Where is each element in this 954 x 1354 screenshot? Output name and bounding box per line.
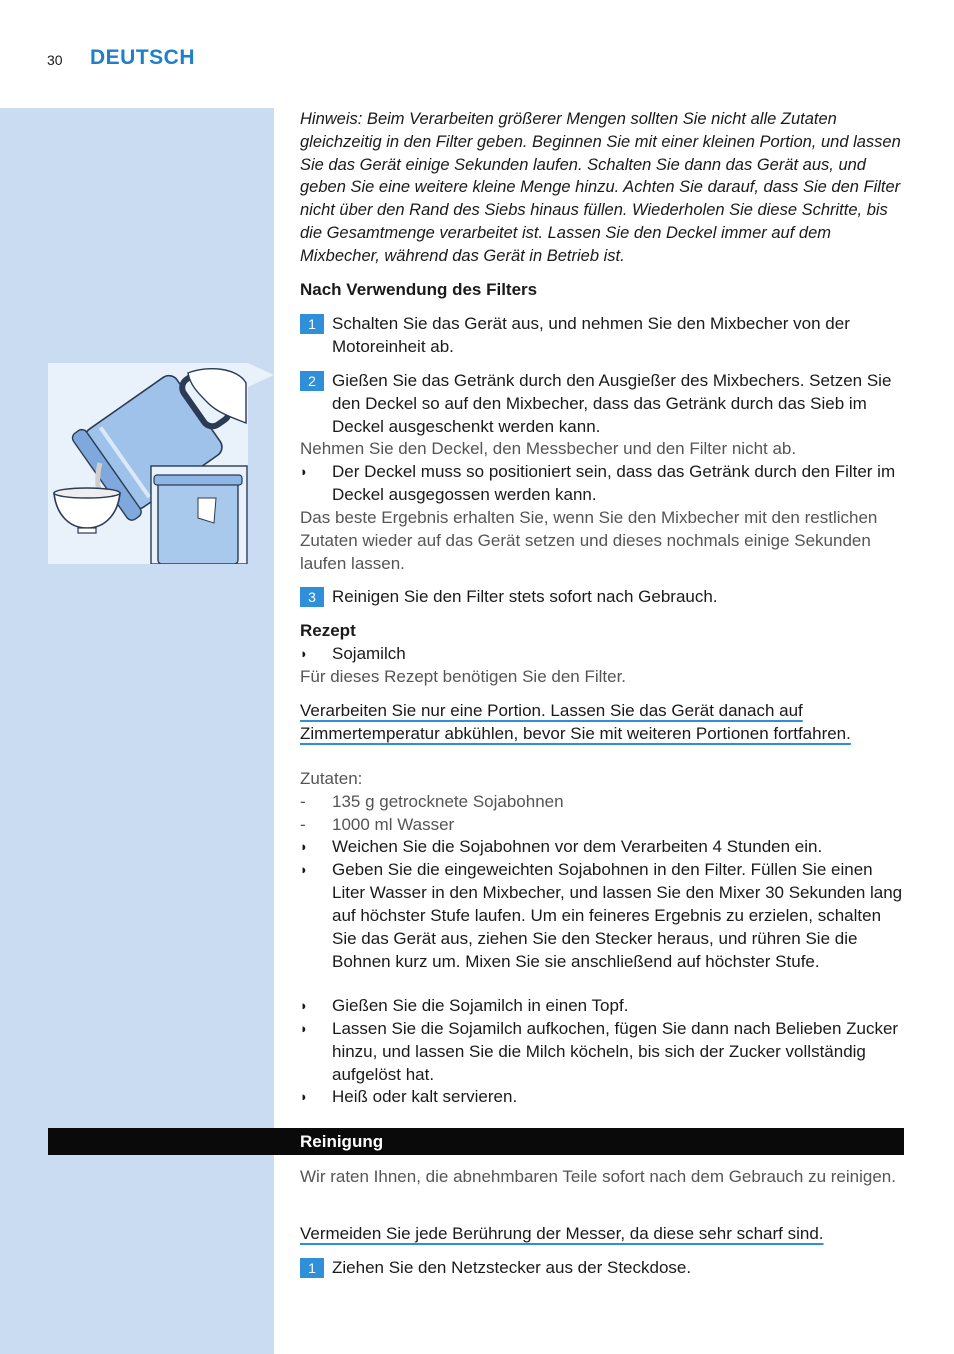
ingredient-text: 1000 ml Wasser — [332, 815, 455, 834]
recipe-heading: Rezept — [300, 621, 356, 640]
ingredients-label: Zutaten: — [300, 769, 363, 788]
cleaning-warning — [300, 1222, 910, 1245]
recipe-warning — [300, 699, 910, 745]
language-heading: DEUTSCH — [90, 46, 196, 69]
bullet-icon: ◗ — [300, 464, 308, 479]
cleaning-step-1 — [300, 1256, 910, 1279]
cleaning-intro: Wir raten Ihnen, die abnehmbaren Teile sofort nach dem Gebrauch zu reinigen. — [300, 1167, 896, 1186]
recipe-step-bullet — [300, 835, 910, 858]
recipe-step-bullet — [300, 858, 910, 973]
step-number-badge: 2 — [300, 371, 324, 391]
warning-text: Vermeiden Sie jede Berührung der Messer, da diese sehr scharf sind. — [300, 1224, 824, 1243]
step-text: Reinigen Sie den Filter stets sofort nach Gebrauch. — [332, 587, 718, 606]
step-number-badge: 3 — [300, 587, 324, 607]
step-number-badge: 1 — [300, 1258, 324, 1278]
recipe-step-bullet — [300, 1085, 910, 1108]
step-text: Gießen Sie das Getränk durch den Ausgießer des Mixbechers. Setzen Sie den Deckel so auf den Mixbecher, dass das Getränk durch das Sieb im Deckel ausgeschenkt werden kann. — [332, 371, 892, 436]
recipe-step-bullet — [300, 994, 910, 1017]
lid-note: Nehmen Sie den Deckel, den Messbecher und den Filter nicht ab. — [300, 439, 797, 458]
dash-icon: - — [300, 815, 306, 834]
ingredient-text: 135 g getrocknete Sojabohnen — [332, 792, 564, 811]
blender-pour-icon — [48, 363, 248, 564]
ingredient-item — [300, 790, 910, 813]
after-filter-step-3 — [300, 585, 910, 608]
best-result-note: Das beste Ergebnis erhalten Sie, wenn Sie den Mixbecher mit den restlichen Zutaten wieder auf das Gerät setzen und dieses nochmals einige Sekunden laufen lassen. — [300, 508, 878, 573]
bullet-text: Geben Sie die eingeweichten Sojabohnen in den Filter. Füllen Sie einen Liter Wasser in den Mixbecher, und lassen Sie den Mixer 30 Sekunden lang auf höchster Stufe laufen. Um ein feineres Ergebnis zu erzielen, schalten Sie das Gerät aus, ziehen Sie den Stecker heraus, und rühren Sie die Bohnen kurz um. Mixen Sie sie anschließend auf höchster Stufe. — [332, 860, 903, 971]
recipe-step-bullet — [300, 1017, 910, 1086]
bullet-icon: ◗ — [300, 646, 308, 661]
after-filter-heading: Nach Verwendung des Filters — [300, 280, 538, 299]
bullet-icon: ◗ — [300, 1089, 308, 1104]
bullet-icon: ◗ — [300, 862, 308, 877]
bullet-text: Gießen Sie die Sojamilch in einen Topf. — [332, 996, 629, 1015]
after-filter-step-2 — [300, 369, 910, 438]
recipe-title-bullet — [300, 642, 910, 665]
ingredient-item — [300, 813, 910, 836]
section-title: Reinigung — [300, 1132, 384, 1151]
bullet-text: Lassen Sie die Sojamilch aufkochen, fügen Sie dann nach Belieben Zucker hinzu, und lassen Sie die Milch köcheln, bis sich der Zucker vollständig aufgelöst hat. — [332, 1019, 899, 1084]
lid-position-bullet — [300, 460, 910, 506]
bullet-icon: ◗ — [300, 998, 308, 1013]
page-number: 30 — [47, 52, 63, 68]
bullet-icon: ◗ — [300, 1021, 308, 1036]
pouring-illustration — [48, 363, 248, 564]
dash-icon: - — [300, 792, 306, 811]
bullet-text: Weichen Sie die Sojabohnen vor dem Verarbeiten 4 Stunden ein. — [332, 837, 823, 856]
bullet-icon: ◗ — [300, 839, 308, 854]
after-filter-step-1 — [300, 312, 910, 358]
step-number-badge: 1 — [300, 314, 324, 334]
recipe-intro: Für dieses Rezept benötigen Sie den Filter. — [300, 667, 627, 686]
section-header-bar — [48, 1128, 904, 1155]
processing-note: Hinweis: Beim Verarbeiten größerer Mengen sollten Sie nicht alle Zutaten gleichzeitig in den Filter geben. Beginnen Sie mit einer kleinen Portion, und lassen Sie das Gerät einige Sekunden laufen. Schalten Sie dann das Gerät aus, und geben Sie eine weitere kleine Menge hinzu. Achten Sie darauf, dass Sie den Filter nicht über den Rand des Siebs hinaus füllen. Wiederholen Sie diese Schritte, bis die Gesamtmenge verarbeitet ist. Lassen Sie den Deckel immer auf dem Mixbecher, während das Gerät in Betrieb ist. — [300, 110, 901, 265]
step-text: Ziehen Sie den Netzstecker aus der Steckdose. — [332, 1258, 692, 1277]
recipe-title: Sojamilch — [332, 644, 406, 663]
bullet-text: Der Deckel muss so positioniert sein, dass das Getränk durch den Filter im Deckel ausgegossen werden kann. — [332, 462, 896, 504]
warning-text: Verarbeiten Sie nur eine Portion. Lassen Sie das Gerät danach auf Zimmertemperatur abkühlen, bevor Sie mit weiteren Portionen fortfahren. — [300, 701, 851, 743]
bullet-text: Heiß oder kalt servieren. — [332, 1087, 518, 1106]
step-text: Schalten Sie das Gerät aus, und nehmen Sie den Mixbecher von der Motoreinheit ab. — [332, 314, 850, 356]
sidebar-band — [0, 108, 274, 1354]
illustration-pointer — [248, 363, 274, 387]
